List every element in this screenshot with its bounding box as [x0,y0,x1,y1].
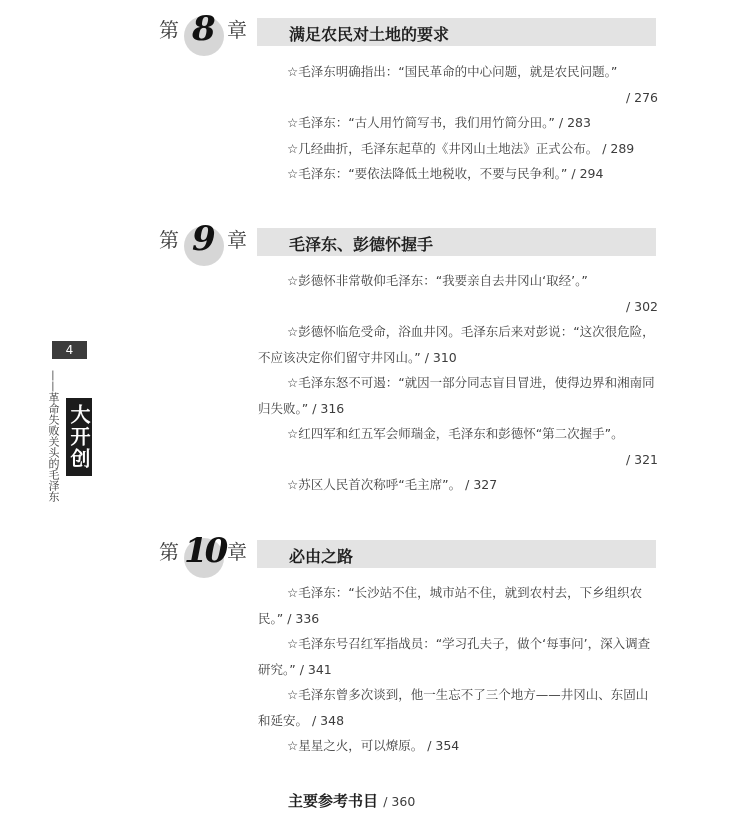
toc-entry[interactable]: ☆星星之火，可以燎原。 / 354 [287,738,460,753]
page-ref: / 276 [625,89,658,105]
toc-entry[interactable]: ☆彭德怀临危受命，浴血井冈。毛泽东后来对彭说：“这次很危险，不应该决定你们留守井冈山。” / 310 [258,324,655,365]
toc-entry[interactable]: ☆苏区人民首次称呼“毛主席”。 / 327 [287,477,498,492]
chapter-9-label [150,218,260,268]
chapter-10-label [150,530,260,580]
toc-entry[interactable]: ☆红四军和红五军会师瑞金，毛泽东和彭德怀“第二次握手”。 / 321 [258,421,658,472]
page-ref: / 327 [465,477,498,492]
page-ref: / 341 [299,661,332,677]
references-entry[interactable] [288,790,415,811]
chapter-title-bar [257,540,656,568]
page-ref: / 348 [312,712,345,728]
references-label: 主要参考书目 [288,792,379,810]
chapter-number: 10 [184,531,226,571]
toc-entry[interactable]: ☆毛泽东号召红军指战员：“学习孔夫子，做个‘每事问’，深入调查研究。” / 341 [258,636,651,677]
chapter-suffix: 章 [227,228,247,252]
chapter-title-bar [257,18,656,46]
chapter-9-entries [258,268,658,498]
toc-entry[interactable]: ☆毛泽东曾多次谈到，他一生忘不了三个地方——井冈山、东固山和延安。 / 348 [258,687,649,728]
toc-entry[interactable]: ☆毛泽东明确指出：“国民革命的中心问题，就是农民问题。” / 276 [258,59,658,110]
page-ref: / 310 [424,349,457,365]
toc-entry[interactable]: ☆几经曲折，毛泽东起草的《井冈山土地法》正式公布。 / 289 [287,140,635,156]
page-ref: / 283 [558,115,591,130]
page-ref: / 294 [571,166,604,181]
book-title: 大开创 [66,398,92,476]
chapter-8-entries [258,59,658,187]
page-ref: / 336 [287,610,320,626]
chapter-title: 必由之路 [289,547,354,566]
page-number: 4 [52,341,87,359]
toc-entry[interactable]: ☆毛泽东怒不可遏：“就因一部分同志盲目冒进，使得边界和湘南同归失败。” / 316 [258,375,655,416]
chapter-title-bar [257,228,656,256]
chapter-10-entries [258,580,658,759]
chapter-number: 8 [192,9,216,49]
chapter-prefix: 第 [159,228,179,252]
page-ref: / 316 [312,400,345,416]
page-ref: / 354 [427,738,460,753]
book-subtitle: ——革命失败关头的毛泽东 [47,370,60,502]
chapter-prefix: 第 [159,540,179,564]
chapter-number: 9 [192,219,216,259]
page-ref: / 321 [625,451,658,467]
toc-entry[interactable]: ☆彭德怀非常敬仰毛泽东：“我要亲自去井冈山‘取经’。” / 302 [258,268,658,319]
toc-entry[interactable]: ☆毛泽东：“要依法降低土地税收，不要与民争利。” / 294 [287,166,604,181]
chapter-title: 毛泽东、彭德怀握手 [289,235,434,254]
chapter-prefix: 第 [159,18,179,42]
page-ref: / 289 [602,140,635,156]
chapter-suffix: 章 [227,18,247,42]
toc-entry[interactable]: ☆毛泽东：“古人用竹简写书，我们用竹简分田。” / 283 [287,115,591,130]
page-ref: / 302 [625,298,658,314]
chapter-8-label [150,8,260,58]
toc-entry[interactable]: ☆毛泽东：“长沙站不住，城市站不住，就到农村去，下乡组织农民。” / 336 [258,585,643,626]
chapter-suffix: 章 [227,540,247,564]
page-ref: / 360 [383,794,416,809]
chapter-title: 满足农民对土地的要求 [289,25,450,44]
